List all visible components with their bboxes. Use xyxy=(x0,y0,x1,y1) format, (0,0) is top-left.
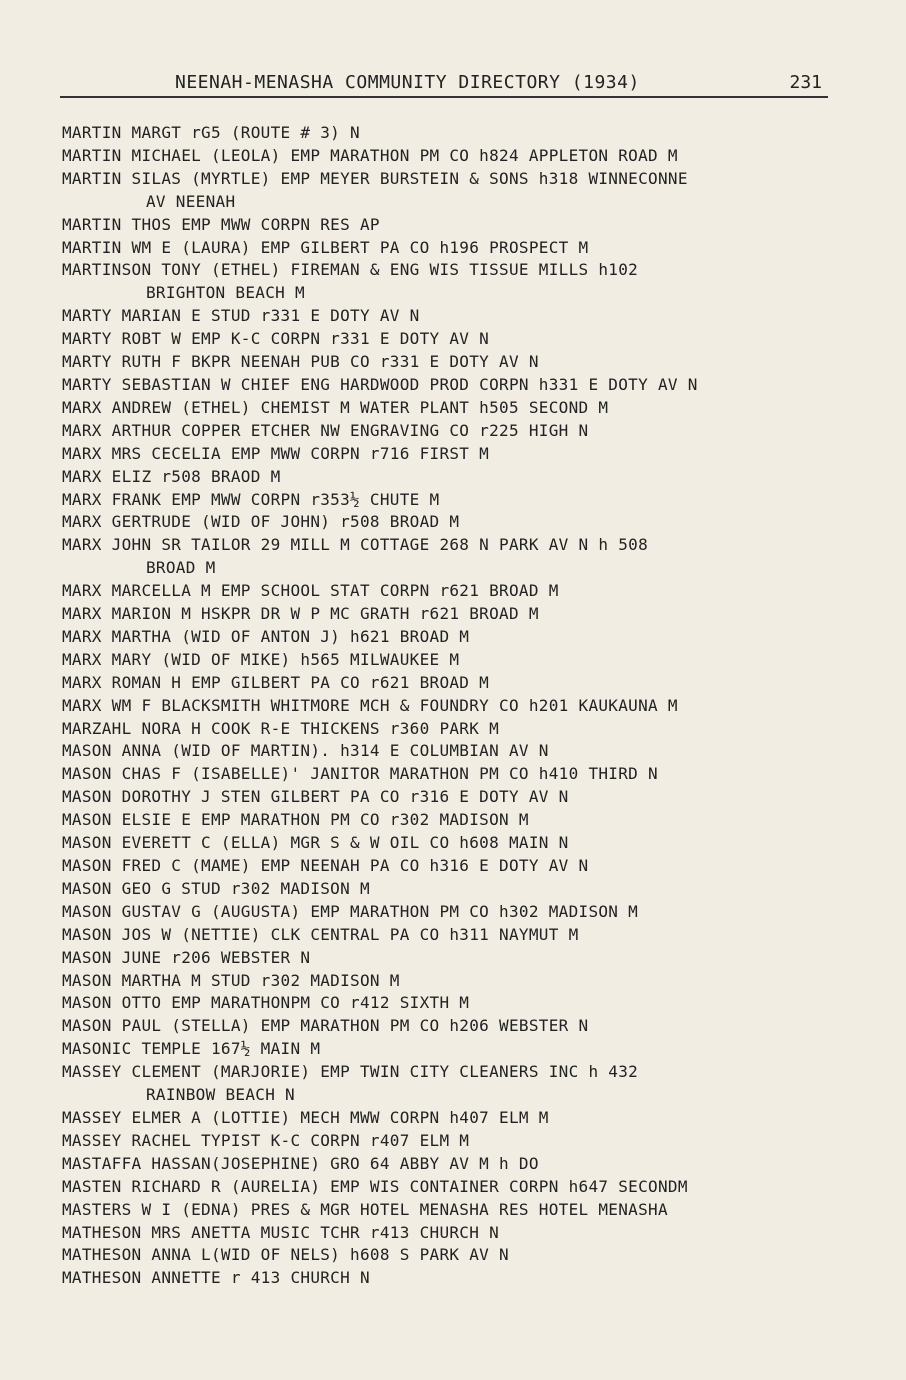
directory-entry: MASONIC TEMPLE 167½ MAIN M xyxy=(62,1039,321,1059)
directory-entry: MASSEY RACHEL TYPIST K-C CORPN r407 ELM M xyxy=(62,1130,470,1150)
directory-entry: MARX ROMAN H EMP GILBERT PA CO r621 BROAD M xyxy=(62,672,490,692)
directory-entry: MARX MARCELLA M EMP SCHOOL STAT CORPN r621 BROAD M xyxy=(62,581,559,601)
directory-entry: MATHESON ANNA L(WID OF NELS) h608 S PARK AV N xyxy=(62,1245,509,1265)
directory-entry: MARTIN WM E (LAURA) EMP GILBERT PA CO h196 PROSPECT M xyxy=(62,237,589,257)
directory-entry: MASTEN RICHARD R (AURELIA) EMP WIS CONTAINER CORPN h647 SECONDM xyxy=(62,1176,688,1196)
directory-entry: MASON FRED C (MAME) EMP NEENAH PA CO h316 E DOTY AV N xyxy=(62,856,589,875)
directory-title: NEENAH-MENASHA COMMUNITY DIRECTORY (1934) xyxy=(175,72,640,93)
directory-entry: MASON DOROTHY J STEN GILBERT PA CO r316 E DOTY AV N xyxy=(62,787,569,807)
directory-entry: MASON GUSTAV G (AUGUSTA) EMP MARATHON PM CO h302 MADISON M xyxy=(62,901,639,921)
directory-entry: MARX JOHN SR TAILOR 29 MILL M COTTAGE 268 N PARK AV N h 508 xyxy=(62,535,649,555)
page-header xyxy=(60,72,828,98)
directory-entry: MARTY RUTH F BKPR NEENAH PUB CO r331 E DOTY AV N xyxy=(62,352,539,372)
directory-entry: MASON ELSIE E EMP MARATHON PM CO r302 MADISON M xyxy=(62,810,529,830)
directory-entry-continuation: BRIGHTON BEACH M xyxy=(146,283,305,303)
directory-entry: MARX FRANK EMP MWW CORPN r353½ CHUTE M xyxy=(62,489,440,509)
directory-entry: MASON CHAS F (ISABELLE)' JANITOR MARATHON PM CO h410 THIRD N xyxy=(62,764,658,784)
directory-entry: MARX WM F BLACKSMITH WHITMORE MCH & FOUNDRY CO h201 KAUKAUNA M xyxy=(62,695,678,715)
directory-entry: MASSEY CLEMENT (MARJORIE) EMP TWIN CITY CLEANERS INC h 432 xyxy=(62,1062,639,1082)
directory-entry-continuation: RAINBOW BEACH N xyxy=(146,1085,295,1105)
directory-entry: MARX ELIZ r508 BRAOD M xyxy=(62,466,281,486)
directory-entry: MATHESON ANNETTE r 413 CHURCH N xyxy=(62,1268,370,1288)
directory-entry: MATHESON MRS ANETTA MUSIC TCHR r413 CHURCH N xyxy=(62,1222,500,1242)
directory-entry: MASTERS W I (EDNA) PRES & MGR HOTEL MENASHA RES HOTEL MENASHA xyxy=(62,1199,668,1219)
directory-entry: MASSEY ELMER A (LOTTIE) MECH MWW CORPN h407 ELM M xyxy=(62,1107,549,1127)
directory-entry: MASON ANNA (WID OF MARTIN). h314 E COLUMBIAN AV N xyxy=(62,741,549,761)
directory-entry: MARTINSON TONY (ETHEL) FIREMAN & ENG WIS TISSUE MILLS h102 xyxy=(62,260,639,280)
directory-entry: MASON EVERETT C (ELLA) MGR S & W OIL CO h608 MAIN N xyxy=(62,833,569,853)
directory-entries xyxy=(62,122,862,1290)
directory-entry: MASON MARTHA M STUD r302 MADISON M xyxy=(62,970,400,990)
directory-entry: MASON PAUL (STELLA) EMP MARATHON PM CO h206 WEBSTER N xyxy=(62,1016,589,1036)
directory-entry: MARX ANDREW (ETHEL) CHEMIST M WATER PLANT h505 SECOND M xyxy=(62,397,609,417)
directory-entry: MASTAFFA HASSAN(JOSEPHINE) GRO 64 ABBY AV M h DO xyxy=(62,1153,539,1173)
directory-entry-continuation: AV NEENAH xyxy=(146,191,236,211)
directory-entry: MASON JOS W (NETTIE) CLK CENTRAL PA CO h311 NAYMUT M xyxy=(62,924,579,944)
directory-entry-continuation: BROAD M xyxy=(146,558,216,578)
directory-entry: MARTY ROBT W EMP K-C CORPN r331 E DOTY AV N xyxy=(62,329,490,349)
directory-entry: MARTIN MARGT rG5 (ROUTE # 3) N xyxy=(62,123,360,142)
directory-entry: MARTIN THOS EMP MWW CORPN RES AP xyxy=(62,214,380,234)
directory-entry: MARTY SEBASTIAN W CHIEF ENG HARDWOOD PROD CORPN h331 E DOTY AV N xyxy=(62,374,698,394)
directory-entry: MARTY MARIAN E STUD r331 E DOTY AV N xyxy=(62,306,420,326)
page-number: 231 xyxy=(789,72,822,93)
directory-entry: MARTIN MICHAEL (LEOLA) EMP MARATHON PM CO h824 APPLETON ROAD M xyxy=(62,145,678,165)
directory-entry: MARX GERTRUDE (WID OF JOHN) r508 BROAD M xyxy=(62,512,460,532)
directory-entry: MARX MARTHA (WID OF ANTON J) h621 BROAD M xyxy=(62,626,470,646)
directory-entry: MARTIN SILAS (MYRTLE) EMP MEYER BURSTEIN & SONS h318 WINNECONNE xyxy=(62,168,688,188)
directory-entry: MASON GEO G STUD r302 MADISON M xyxy=(62,878,370,898)
directory-entry: MARX ARTHUR COPPER ETCHER NW ENGRAVING CO r225 HIGH N xyxy=(62,420,589,440)
directory-entry: MASON OTTO EMP MARATHONPM CO r412 SIXTH M xyxy=(62,993,470,1013)
directory-entry: MASON JUNE r206 WEBSTER N xyxy=(62,947,311,967)
directory-entry: MARZAHL NORA H COOK R-E THICKENS r360 PARK M xyxy=(62,718,500,738)
directory-entry: MARX MARION M HSKPR DR W P MC GRATH r621 BROAD M xyxy=(62,604,539,624)
directory-entry: MARX MARY (WID OF MIKE) h565 MILWAUKEE M xyxy=(62,649,460,669)
directory-entry: MARX MRS CECELIA EMP MWW CORPN r716 FIRST M xyxy=(62,443,490,463)
